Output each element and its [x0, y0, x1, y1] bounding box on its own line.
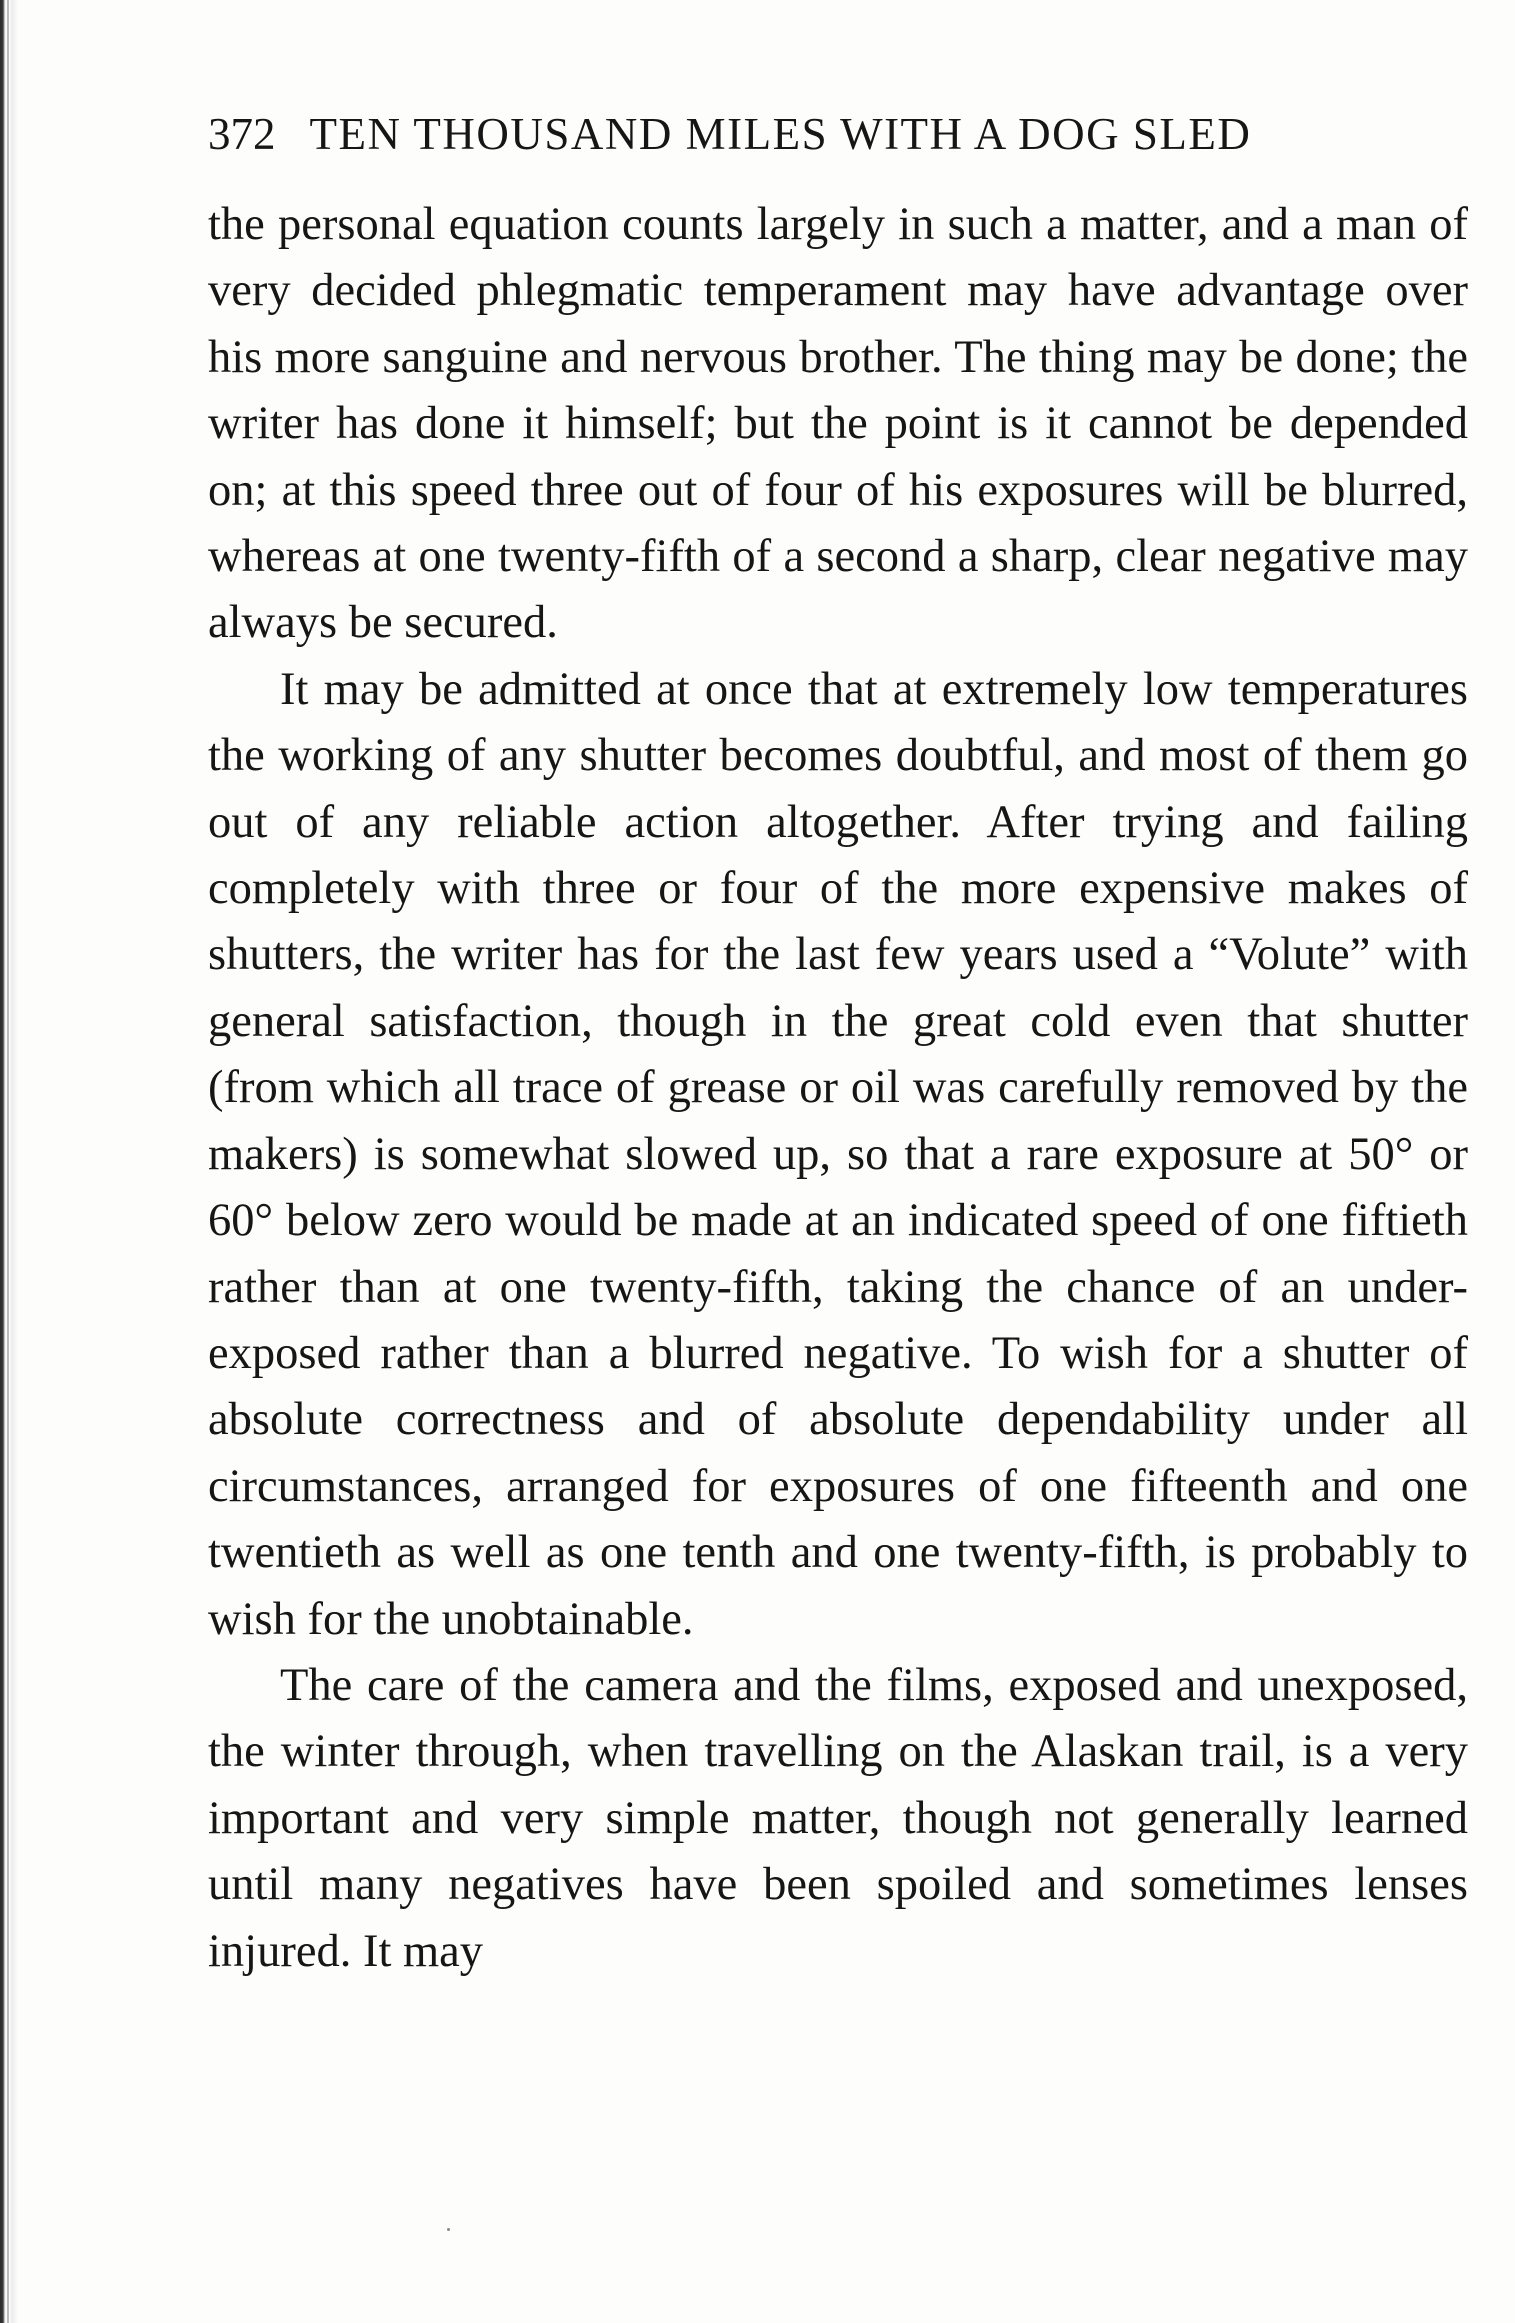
running-header — [208, 104, 1468, 164]
page-number: 372 — [208, 109, 276, 159]
scan-speck — [447, 2228, 450, 2231]
paragraph-continued: the personal equation counts largely in such a matter, and a man of very decided phlegmatic temperament may have advantage over his more sanguine and nervous brother. The thing may be done; the writer has done it himself; but the point is it cannot be depended on; at this speed three out of four of his exposures will be blurred, whereas at one twenty-fifth of a second a sharp, clear negative may always be secured. — [208, 199, 1468, 649]
paragraph-camera-care: The care of the camera and the films, exposed and unexposed, the winter through, when travelling on the Alaskan trail, is a very important and very simple matter, though not generally learned until many negatives have been spoiled and sometimes lenses injured. It may — [208, 1659, 1468, 1977]
binding-edge — [0, 0, 18, 2323]
running-title: TEN THOUSAND MILES WITH A DOG SLED — [309, 109, 1252, 159]
paragraph-shutters: It may be admitted at once that at extremely low temperatures the working of any shutter becomes doubtful, and most of them go out of any reliable action altogether. After trying and failing completely with three or four of the more expensive makes of shutters, the writer has for the last few years used a “Volute” with general satisfaction, though in the great cold even that shutter (from which all trace of grease or oil was carefully removed by the makers) is somewhat slowed up, so that a rare exposure at 50° or 60° below zero would be made at an indicated speed of one fiftieth rather than at one twenty-fifth, taking the chance of an under-exposed rather than a blurred negative. To wish for a shutter of absolute correctness and of absolute dependability under all circumstances, arranged for exposures of one fifteenth and one twentieth as well as one tenth and one twenty-fifth, is probably to wish for the unobtainable. — [208, 663, 1468, 1645]
body-text — [208, 192, 1468, 1985]
